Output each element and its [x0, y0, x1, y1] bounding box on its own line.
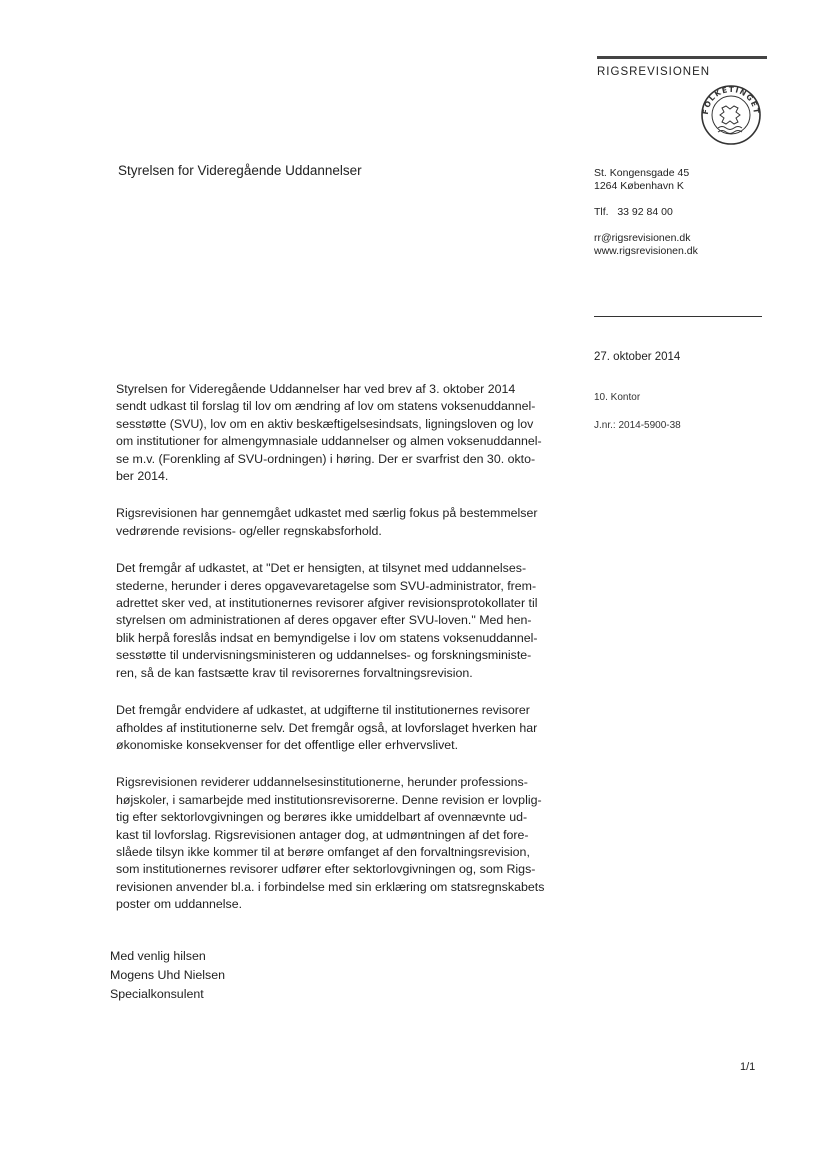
seal-text: FOLKETINGET — [700, 84, 762, 116]
letter-date: 27. oktober 2014 — [594, 351, 681, 363]
sender-phone: Tlf. 33 92 84 00 — [594, 206, 673, 218]
salutation: Med venlig hilsen — [110, 949, 206, 963]
sender-city: 1264 København K — [594, 180, 684, 192]
signatory-name: Mogens Uhd Nielsen — [110, 968, 226, 982]
folketinget-seal-icon — [700, 84, 762, 146]
sender-email: rr@rigsrevisionen.dk — [594, 232, 691, 244]
body-paragraph: Rigsrevisionen har gennemgået udkastet med særlig fokus på bestemmelser vedrørende revisions- og/eller regnskabsforhold. — [116, 506, 538, 538]
signatory-title: Specialkonsulent — [110, 987, 204, 1001]
body-paragraph: Det fremgår endvidere af udkastet, at udgifterne til institutionernes revisorer afholdes af institutionerne selv. Det fremgår også, at lovforslaget hverken har økonomiske konsekvenser for det offentlige eller erhvervslivet. — [116, 703, 538, 752]
office: 10. Kontor — [594, 392, 641, 403]
body-paragraph: Det fremgår af udkastet, at "Det er hensigten, at tilsynet med uddannelses- stederne, herunder i deres opgavevaretagelse som SVU-administrator, frem- adrettet sker ved, at institutionernes revisorer afgiver revisionsprotokollater til styrelsen om administrationen af deres opgaver efter SVU-loven." Med hen- blik herpå foreslås indsat en bemyndigelse i lov om statens voksenuddannel- sesstøtte til undervisningsministeren og uddannelses- og forskningsministe- ren, så de kan fastsætte krav til revisorernes forvaltningsrevision. — [116, 561, 538, 680]
letter-body — [116, 381, 586, 934]
letterhead-rule — [597, 56, 767, 59]
svg-text:FOLKETINGET — [701, 85, 761, 115]
org-name: RIGSREVISIONEN — [597, 66, 711, 78]
closing-block — [110, 947, 225, 1004]
sender-web: www.rigsrevisionen.dk — [594, 245, 698, 257]
page-number: 1/1 — [740, 1061, 756, 1073]
sidebar-divider — [594, 316, 762, 317]
recipient: Styrelsen for Videregående Uddannelser — [118, 163, 362, 178]
body-paragraph: Styrelsen for Videregående Uddannelser har ved brev af 3. oktober 2014 sendt udkast til forslag til lov om ændring af lov om statens voksenuddannel- sesstøtte (SVU), lov om en aktiv beskæftigelsesindsats, ligningsloven og lov om institutioner for almengymnasiale uddannelser og almen voksenuddannel- se m.v. (Forenkling af SVU-ordningen) i høring. Der er svarfrist den 30. okto- ber 2014. — [116, 382, 542, 484]
reference-number: J.nr.: 2014-5900-38 — [594, 420, 681, 431]
sender-street: St. Kongensgade 45 — [594, 167, 690, 179]
body-paragraph: Rigsrevisionen reviderer uddannelsesinstitutionerne, herunder professions- højskoler, i samarbejde med institutionsrevisorerne. Denne revision er lovplig- tig efter sektorlovgivningen og berøres ikke umiddelbart af ovennævnte ud- kast til lovforslag. Rigsrevisionen antager dog, at udmøntningen af det fore- slåede tilsyn ikke kommer til at berøre omfanget af den forvaltningsrevision, som institutionernes revisorer udfører efter sektorlovgivningen og, som Rigs- revisionen anvender bl.a. i forbindelse med sin erklæring om statsregnskabets poster om uddannelse. — [116, 775, 545, 912]
